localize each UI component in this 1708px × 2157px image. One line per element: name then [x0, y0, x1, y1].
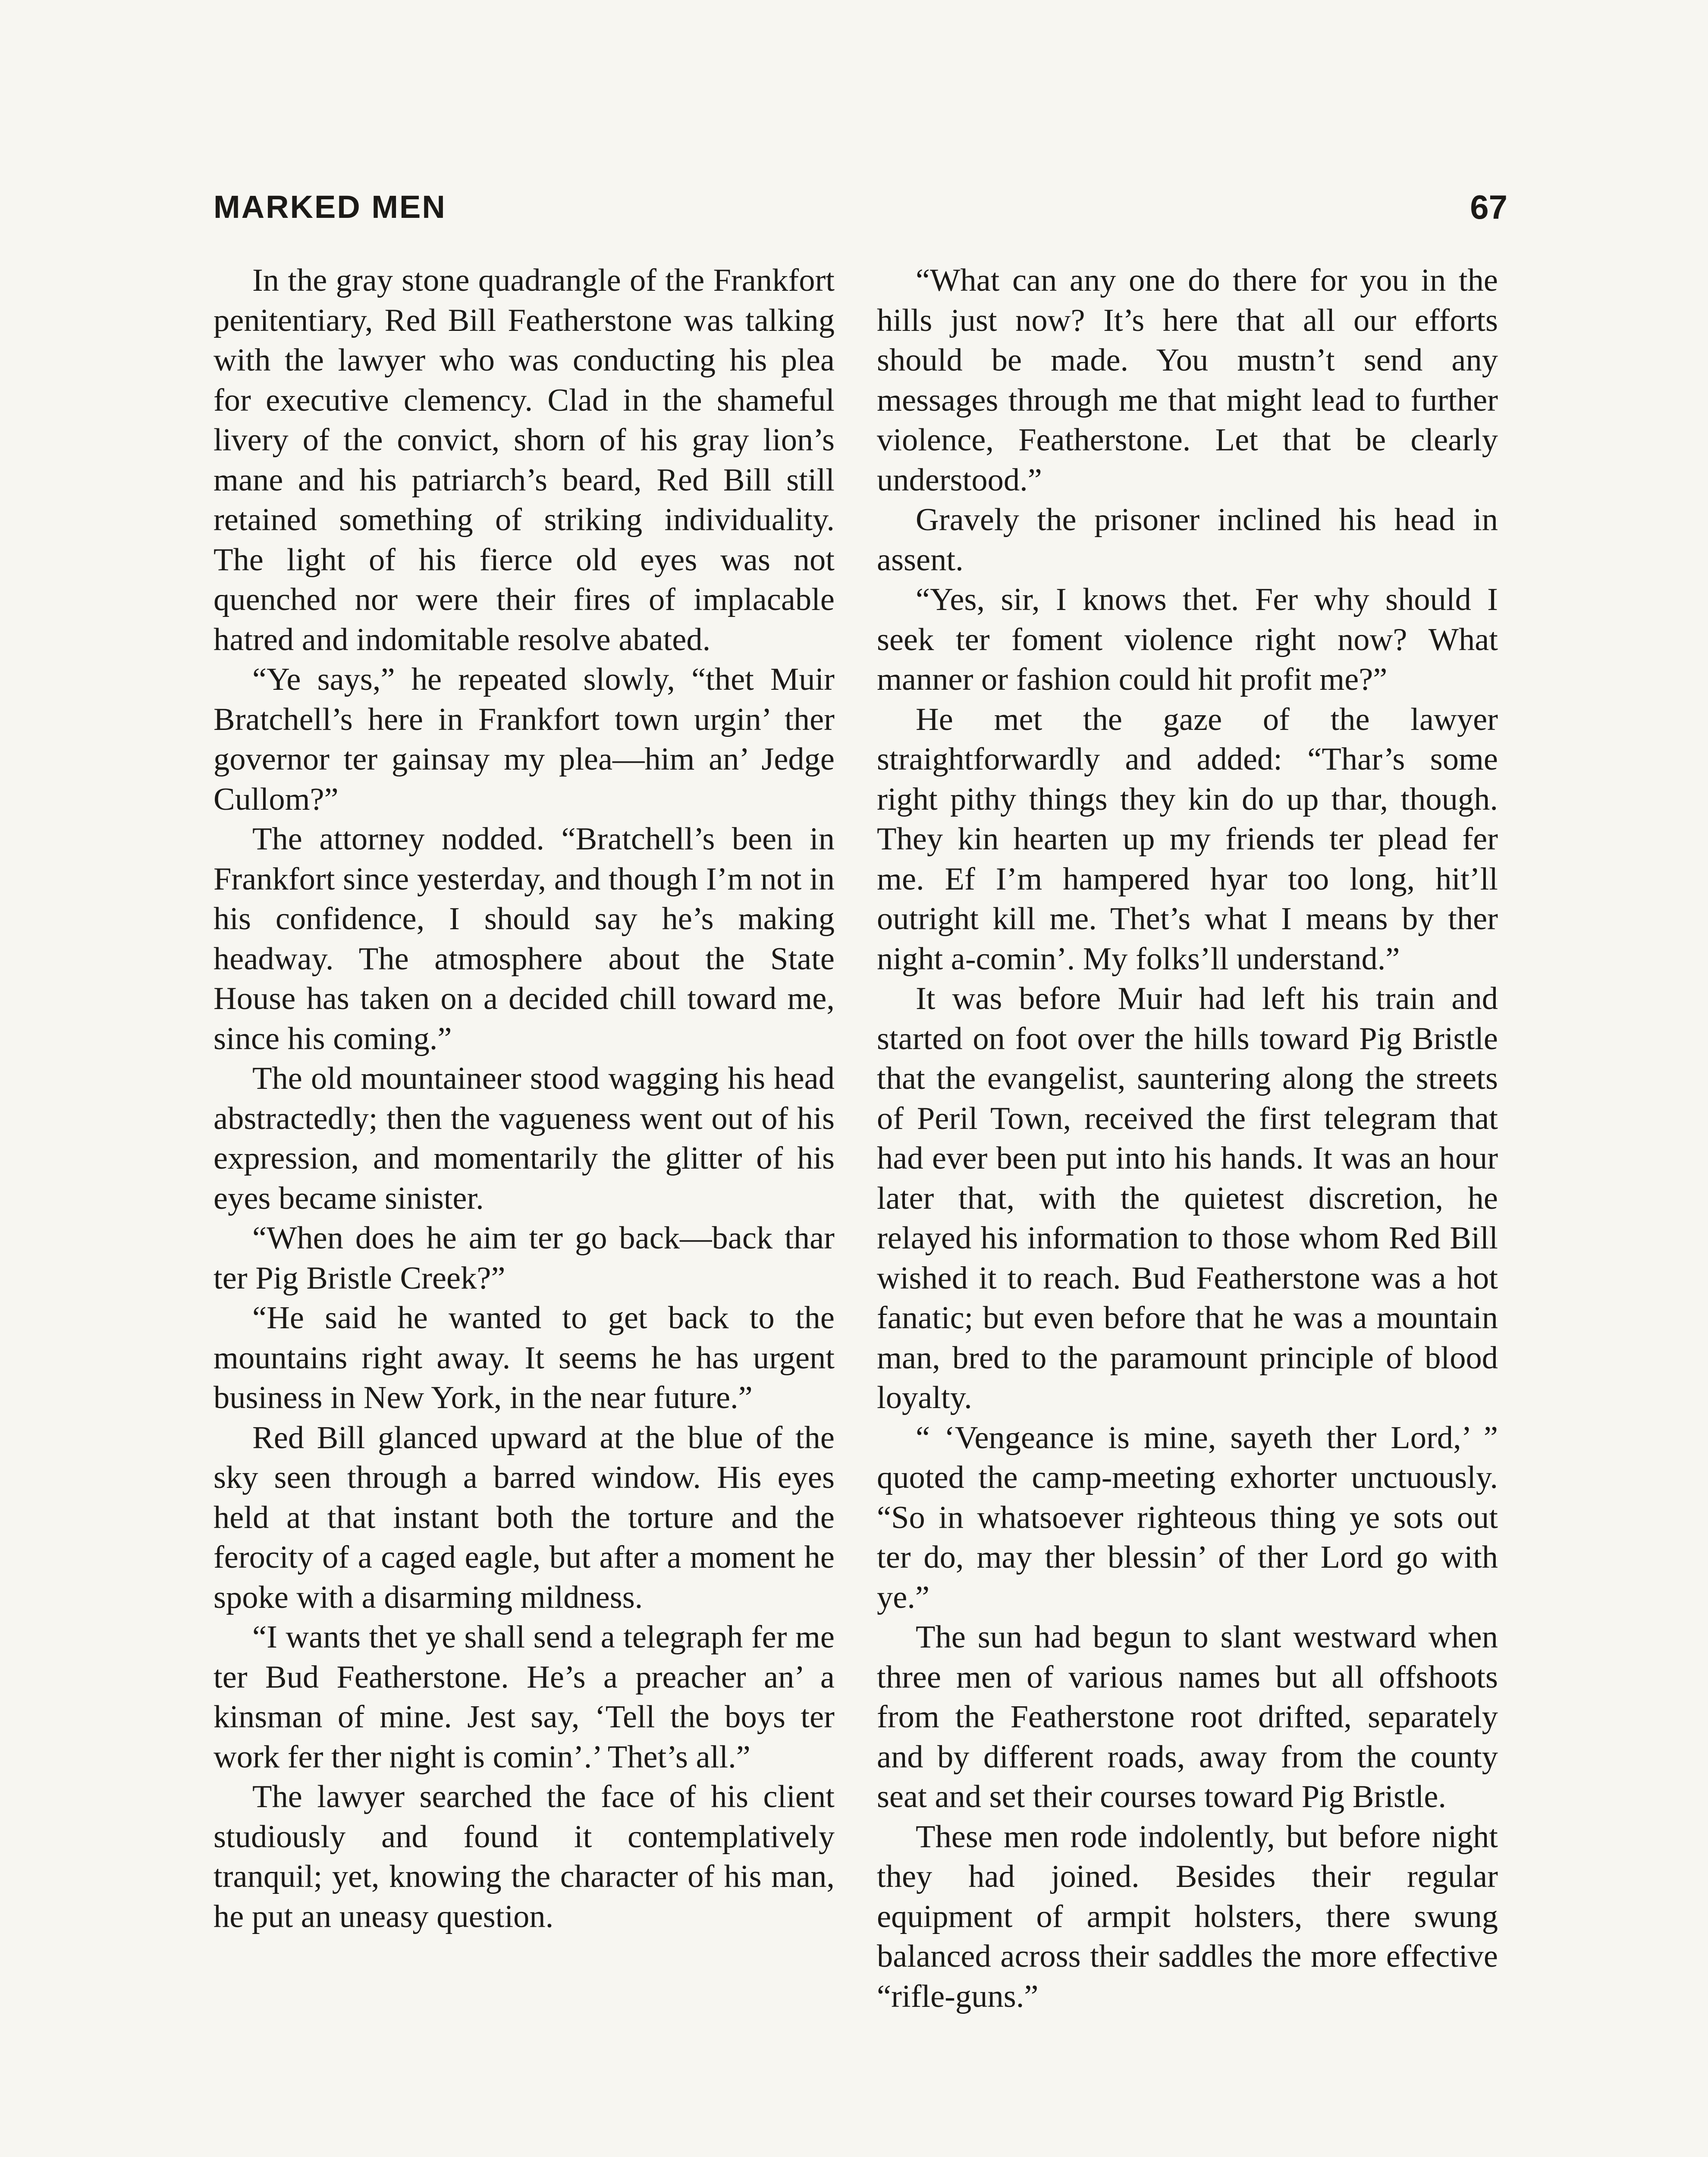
paragraph: Red Bill glanced upward at the blue of the sky seen through a barred window. His eyes held at that instant both the torture and the ferocity of a caged eagle, but after a moment he spoke with a disarming mildness.	[214, 1420, 835, 1615]
paragraph: Gravely the prisoner inclined his head in assent.	[877, 502, 1498, 578]
paragraph: “I wants thet ye shall send a telegraph fer me ter Bud Featherstone. He’s a preacher an’ a kinsman of mine. Jest say, ‘Tell the boys ter work fer ther night is comin’.’ Thet’s all.”	[214, 1619, 835, 1775]
paragraph: It was before Muir had left his train and started on foot over the hills toward Pig Bristle that the evangelist, sauntering along the streets of Peril Town, received the first telegram that had ever been put into his hands. It was an hour later that, with the quietest discretion, he relayed his information to those whom Red Bill wished it to reach. Bud Featherstone was a hot fanatic; but even before that he was a mountain man, bred to the paramount principle of blood loyalty.	[877, 981, 1498, 1415]
paragraph: The old mountaineer stood wagging his head abstractedly; then the vagueness went out of his expression, and momentarily the glitter of his eyes became sinister.	[214, 1061, 835, 1216]
paragraph: “When does he aim ter go back—back thar ter Pig Bristle Creek?”	[214, 1220, 835, 1296]
paragraph: He met the gaze of the lawyer straightforwardly and added: “Thar’s some right pithy things they kin do up thar, though. They kin hearten up my friends ter plead fer me. Ef I’m hampered hyar too long, hit’ll outright kill me. Thet’s what I means by ther night a-comin’. My folks’ll understand.”	[877, 701, 1498, 977]
paragraph: The attorney nodded. “Bratchell’s been in Frankfort since yesterday, and though I’m not in his confidence, I should say he’s making headway. The atmosphere about the State House has taken on a decided chill toward me, since his coming.”	[214, 821, 835, 1056]
paragraph: “Yes, sir, I knows thet. Fer why should I seek ter foment violence right now? What manner or fashion could hit profit me?”	[877, 582, 1498, 697]
left-column	[214, 261, 835, 1937]
paragraph: These men rode indolently, but before night they had joined. Besides their regular equipment of armpit holsters, there swung balanced across their saddles the more effective “rifle-guns.”	[877, 1819, 1498, 2014]
paragraph: The sun had begun to slant westward when three men of various names but all offshoots from the Featherstone root drifted, separately and by different roads, away from the county seat and set their courses toward Pig Bristle.	[877, 1619, 1498, 1814]
paragraph: “ ‘Vengeance is mine, sayeth ther Lord,’ ” quoted the camp-meeting exhorter unctuously. “So in whatsoever righteous thing ye sots out ter do, may ther blessin’ of ther Lord go with ye.”	[877, 1420, 1498, 1615]
page-number: 67	[1470, 188, 1507, 226]
paragraph: “He said he wanted to get back to the mountains right away. It seems he has urgent business in New York, in the near future.”	[214, 1300, 835, 1415]
paragraph: “Ye says,” he repeated slowly, “thet Muir Bratchell’s here in Frankfort town urgin’ ther governor ter gainsay my plea—him an’ Jedge Cullom?”	[214, 662, 835, 817]
page-header	[214, 186, 1507, 229]
right-column	[877, 261, 1498, 2016]
paragraph: “What can any one do there for you in the hills just now? It’s here that all our efforts should be made. You mustn’t send any messages through me that might lead to further violence, Featherstone. Let that be clearly understood.”	[877, 263, 1498, 498]
running-title: MARKED MEN	[214, 189, 446, 225]
paragraph: The lawyer searched the face of his client studiously and found it contemplatively tranquil; yet, knowing the character of his man, he put an uneasy question.	[214, 1779, 835, 1934]
paragraph: In the gray stone quadrangle of the Frankfort penitentiary, Red Bill Featherstone was talking with the lawyer who was conducting his plea for executive clemency. Clad in the shameful livery of the convict, shorn of his gray lion’s mane and his patriarch’s beard, Red Bill still retained something of striking individuality. The light of his fierce old eyes was not quenched nor were their fires of implacable hatred and indomitable resolve abated.	[214, 263, 835, 657]
